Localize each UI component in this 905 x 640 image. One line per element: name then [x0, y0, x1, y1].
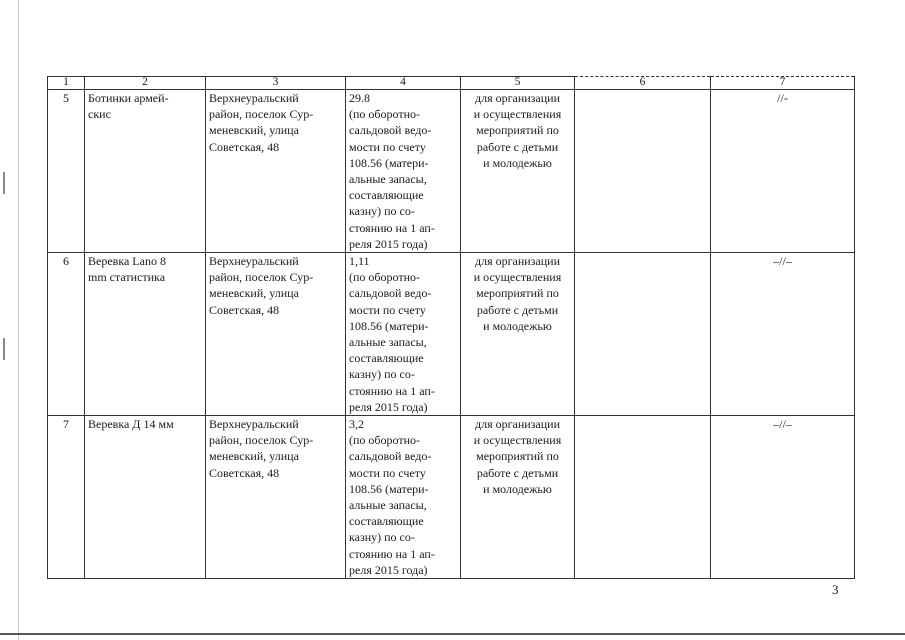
item-name: Веревка Д 14 мм [85, 416, 206, 579]
table-row [48, 90, 855, 253]
column-number: 2 [85, 77, 206, 90]
item-name: Веревка Lano 8 mm статистика [85, 253, 206, 416]
item-address: Верхнеуральский район, поселок Сур- меневский, улица Советская, 48 [206, 90, 346, 253]
item-value-amount: 29.8 [349, 91, 370, 105]
ditto-mark: //- [711, 90, 855, 253]
item-value [346, 90, 461, 253]
item-value-basis: (по оборотно- сальдовой ведо- мости по счету 108.56 (матери- альные запасы, составляющие казну) по со- стоянию на 1 ап- реля 2015 года) [349, 107, 435, 251]
column-6-cell [575, 253, 711, 416]
item-address: Верхнеуральский район, поселок Сур- меневский, улица Советская, 48 [206, 253, 346, 416]
table-row [48, 416, 855, 579]
item-value-basis: (по оборотно- сальдовой ведо- мости по счету 108.56 (матери- альные запасы, составляющие казну) по со- стоянию на 1 ап- реля 2015 года) [349, 433, 435, 577]
scan-left-edge [18, 0, 19, 640]
item-value-amount: 3,2 [349, 417, 364, 432]
ditto-mark: –//– [711, 253, 855, 416]
column-number: 6 [575, 77, 711, 90]
item-value-amount: 1,11 [349, 254, 370, 269]
row-number: 7 [48, 416, 85, 579]
property-table [47, 76, 855, 579]
item-address: Верхнеуральский район, поселок Сур- меневский, улица Советская, 48 [206, 416, 346, 579]
column-number: 1 [48, 77, 85, 90]
column-number: 7 [711, 77, 855, 90]
item-purpose: для организации и осуществления мероприятий по работе с детьми и молодежью [461, 253, 575, 416]
item-purpose: для организации и осуществления мероприятий по работе с детьми и молодежью [461, 416, 575, 579]
table-row [48, 253, 855, 416]
margin-mark [3, 338, 5, 360]
ditto-mark: –//– [711, 416, 855, 579]
scan-bottom-edge [0, 633, 905, 635]
item-purpose: для организации и осуществления мероприятий по работе с детьми и молодежью [461, 90, 575, 253]
item-name: Ботинки армей- скис [85, 90, 206, 253]
item-value-basis: (по оборотно- сальдовой ведо- мости по счету 108.56 (матери- альные запасы, составляющие казну) по со- стоянию на 1 ап- реля 2015 года) [349, 270, 435, 414]
column-6-cell [575, 90, 711, 253]
margin-mark [3, 172, 5, 194]
row-number: 5 [48, 90, 85, 253]
item-value [346, 253, 461, 416]
page-number: 3 [832, 582, 839, 597]
column-number: 3 [206, 77, 346, 90]
item-value [346, 416, 461, 579]
column-number-row [48, 77, 855, 90]
column-number: 5 [461, 77, 575, 90]
column-6-cell [575, 416, 711, 579]
column-number: 4 [346, 77, 461, 90]
row-number: 6 [48, 253, 85, 416]
